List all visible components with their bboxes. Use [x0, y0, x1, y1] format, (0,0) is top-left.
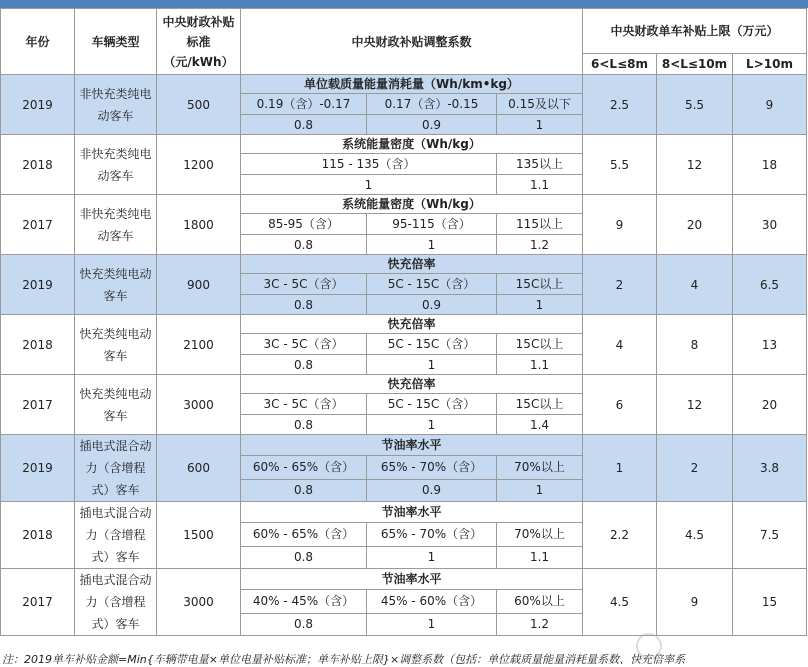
table-row [1, 502, 807, 523]
range-cell: 5C - 15C（含） [367, 334, 497, 355]
range-cell: 0.17（含）-0.15 [367, 94, 497, 115]
vehicle-type-cell: 非快充类纯电动客车 [75, 75, 157, 135]
range-cell: 70%以上 [497, 456, 583, 479]
cap-cell: 4.5 [657, 502, 733, 569]
header-vehicle-type: 车辆类型 [75, 9, 157, 75]
range-cell: 0.19（含）-0.17 [241, 94, 367, 115]
year-cell: 2017 [1, 375, 75, 435]
year-cell: 2019 [1, 255, 75, 315]
year-cell: 2018 [1, 315, 75, 375]
cap-cell: 2 [657, 435, 733, 502]
year-cell: 2019 [1, 435, 75, 502]
standard-cell: 3000 [157, 569, 241, 636]
range-cell: 70%以上 [497, 523, 583, 546]
coefficient-subtitle: 节油率水平 [241, 435, 583, 456]
range-cell: 5C - 15C（含） [367, 394, 497, 415]
standard-cell: 900 [157, 255, 241, 315]
vehicle-type-cell: 插电式混合动力（含增程式）客车 [75, 502, 157, 569]
cap-cell: 4 [583, 315, 657, 375]
range-cell: 15C以上 [497, 394, 583, 415]
coefficient-cell: 1.1 [497, 355, 583, 375]
coefficient-cell: 0.8 [241, 235, 367, 255]
vehicle-type-cell: 插电式混合动力（含增程式）客车 [75, 569, 157, 636]
coefficient-subtitle: 节油率水平 [241, 569, 583, 590]
coefficient-subtitle: 快充倍率 [241, 255, 583, 274]
standard-cell: 500 [157, 75, 241, 135]
subsidy-table [0, 8, 807, 636]
top-border-bar [0, 0, 808, 8]
cap-cell: 7.5 [733, 502, 807, 569]
standard-cell: 1800 [157, 195, 241, 255]
coefficient-subtitle: 系统能量密度（Wh/kg） [241, 135, 583, 154]
table-row [1, 135, 807, 154]
table-row [1, 375, 807, 394]
header-row [1, 9, 807, 54]
coefficient-cell: 0.8 [241, 546, 367, 568]
cap-cell: 13 [733, 315, 807, 375]
vehicle-type-cell: 快充类纯电动客车 [75, 375, 157, 435]
cap-cell: 6.5 [733, 255, 807, 315]
coefficient-cell: 1 [497, 295, 583, 315]
range-cell: 5C - 15C（含） [367, 274, 497, 295]
coefficient-subtitle: 单位载质量能量消耗量（Wh/km•kg） [241, 75, 583, 94]
table-row [1, 315, 807, 334]
coefficient-cell: 1.1 [497, 175, 583, 195]
cap-cell: 18 [733, 135, 807, 195]
range-cell: 15C以上 [497, 274, 583, 295]
coefficient-cell: 1 [497, 479, 583, 501]
range-cell: 45% - 60%（含） [367, 590, 497, 613]
vehicle-type-cell: 插电式混合动力（含增程式）客车 [75, 435, 157, 502]
cap-cell: 4.5 [583, 569, 657, 636]
coefficient-cell: 0.9 [367, 295, 497, 315]
vehicle-type-cell: 非快充类纯电动客车 [75, 135, 157, 195]
coefficient-cell: 1 [367, 613, 497, 635]
range-cell: 65% - 70%（含） [367, 456, 497, 479]
table-row [1, 569, 807, 590]
watermark-circle-icon [636, 633, 662, 659]
range-cell: 3C - 5C（含） [241, 394, 367, 415]
vehicle-type-cell: 快充类纯电动客车 [75, 315, 157, 375]
coefficient-cell: 0.8 [241, 613, 367, 635]
coefficient-cell: 1 [367, 355, 497, 375]
coefficient-subtitle: 快充倍率 [241, 375, 583, 394]
range-cell: 135以上 [497, 154, 583, 175]
cap-cell: 3.8 [733, 435, 807, 502]
coefficient-cell: 0.8 [241, 479, 367, 501]
cap-cell: 2.2 [583, 502, 657, 569]
range-cell: 40% - 45%（含） [241, 590, 367, 613]
coefficient-cell: 0.8 [241, 295, 367, 315]
coefficient-cell: 1.2 [497, 613, 583, 635]
footnote: 注：2019单车补贴金额=Min{车辆带电量×单位电量补贴标准；单车补贴上限}×调整系数（包括：单位载质量能量消耗量系数、快充倍率系 [2, 653, 686, 666]
range-cell: 3C - 5C（含） [241, 274, 367, 295]
range-cell: 95-115（含） [367, 214, 497, 235]
range-cell: 0.15及以下 [497, 94, 583, 115]
vehicle-type-cell: 非快充类纯电动客车 [75, 195, 157, 255]
coefficient-cell: 1.1 [497, 546, 583, 568]
cap-cell: 2 [583, 255, 657, 315]
cap-cell: 12 [657, 135, 733, 195]
range-cell: 15C以上 [497, 334, 583, 355]
watermark-logo [636, 633, 796, 663]
standard-cell: 3000 [157, 375, 241, 435]
year-cell: 2019 [1, 75, 75, 135]
header-cap-col: 8<L≤10m [657, 54, 733, 75]
coefficient-subtitle: 快充倍率 [241, 315, 583, 334]
header-year: 年份 [1, 9, 75, 75]
coefficient-cell: 1 [497, 115, 583, 135]
coefficient-cell: 1 [367, 415, 497, 435]
range-cell: 60% - 65%（含） [241, 523, 367, 546]
standard-cell: 2100 [157, 315, 241, 375]
range-cell: 115 - 135（含） [241, 154, 497, 175]
coefficient-cell: 1 [241, 175, 497, 195]
coefficient-cell: 0.8 [241, 415, 367, 435]
year-cell: 2017 [1, 195, 75, 255]
year-cell: 2018 [1, 135, 75, 195]
cap-cell: 6 [583, 375, 657, 435]
range-cell: 3C - 5C（含） [241, 334, 367, 355]
header-cap-col: 6<L≤8m [583, 54, 657, 75]
cap-cell: 2.5 [583, 75, 657, 135]
range-cell: 85-95（含） [241, 214, 367, 235]
coefficient-cell: 1 [367, 546, 497, 568]
table-body [1, 9, 807, 636]
table-row [1, 195, 807, 214]
cap-cell: 12 [657, 375, 733, 435]
table-row [1, 435, 807, 456]
coefficient-cell: 1 [367, 235, 497, 255]
header-coefficient: 中央财政补贴调整系数 [241, 9, 583, 75]
cap-cell: 15 [733, 569, 807, 636]
cap-cell: 9 [657, 569, 733, 636]
cap-cell: 1 [583, 435, 657, 502]
cap-cell: 8 [657, 315, 733, 375]
year-cell: 2017 [1, 569, 75, 636]
table-row [1, 75, 807, 94]
vehicle-type-cell: 快充类纯电动客车 [75, 255, 157, 315]
standard-cell: 1500 [157, 502, 241, 569]
coefficient-subtitle: 系统能量密度（Wh/kg） [241, 195, 583, 214]
coefficient-subtitle: 节油率水平 [241, 502, 583, 523]
cap-cell: 5.5 [657, 75, 733, 135]
range-cell: 60% - 65%（含） [241, 456, 367, 479]
coefficient-cell: 0.9 [367, 479, 497, 501]
standard-cell: 1200 [157, 135, 241, 195]
cap-cell: 5.5 [583, 135, 657, 195]
coefficient-cell: 0.9 [367, 115, 497, 135]
range-cell: 60%以上 [497, 590, 583, 613]
cap-cell: 4 [657, 255, 733, 315]
cap-cell: 20 [733, 375, 807, 435]
standard-cell: 600 [157, 435, 241, 502]
coefficient-cell: 0.8 [241, 115, 367, 135]
coefficient-cell: 1.4 [497, 415, 583, 435]
cap-cell: 9 [583, 195, 657, 255]
cap-cell: 9 [733, 75, 807, 135]
header-standard: 中央财政补贴标准（元/kWh） [157, 9, 241, 75]
range-cell: 115以上 [497, 214, 583, 235]
coefficient-cell: 0.8 [241, 355, 367, 375]
year-cell: 2018 [1, 502, 75, 569]
cap-cell: 20 [657, 195, 733, 255]
cap-cell: 30 [733, 195, 807, 255]
coefficient-cell: 1.2 [497, 235, 583, 255]
header-cap-col: L>10m [733, 54, 807, 75]
table-row [1, 255, 807, 274]
range-cell: 65% - 70%（含） [367, 523, 497, 546]
header-cap: 中央财政单车补贴上限（万元） [583, 9, 807, 54]
